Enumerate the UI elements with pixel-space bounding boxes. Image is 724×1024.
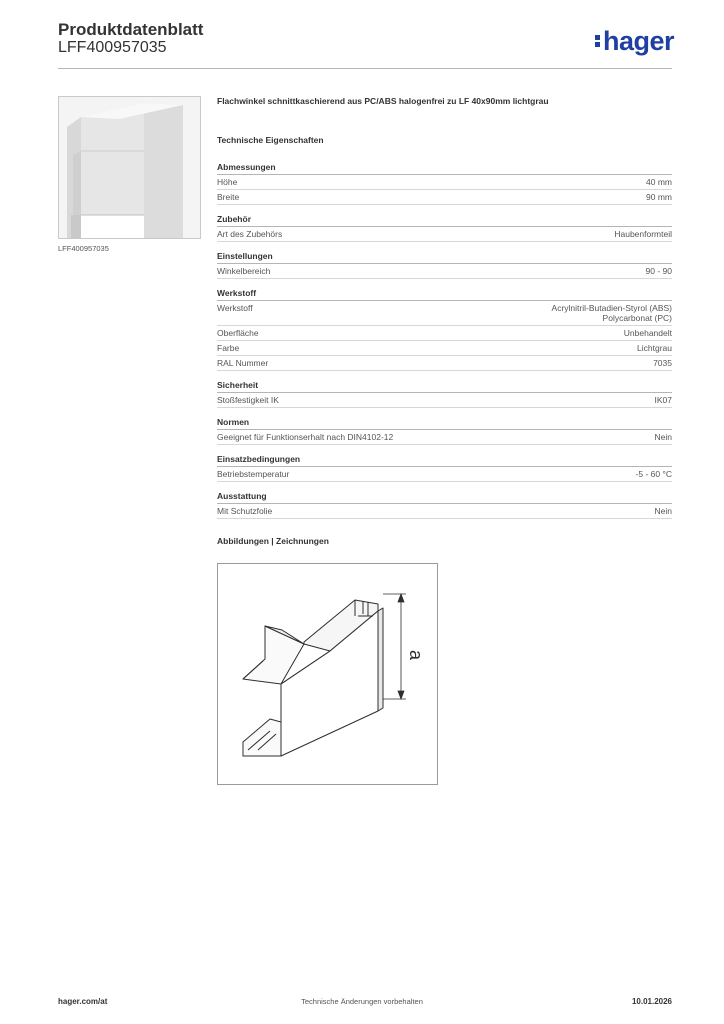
hager-logo	[595, 26, 674, 57]
spec-value: 90 mm	[646, 192, 672, 202]
section-werkstoff	[217, 288, 672, 371]
spec-label: RAL Nummer	[217, 358, 269, 368]
spec-row	[217, 326, 672, 341]
tech-heading: Technische Eigenschaften	[217, 135, 324, 145]
logo-dots-icon	[595, 32, 601, 48]
section-title: Sicherheit	[217, 380, 672, 393]
spec-value: Polycarbonat (PC)	[602, 313, 672, 323]
spec-value: Lichtgrau	[637, 343, 672, 353]
section-title: Einstellungen	[217, 251, 672, 264]
flat-angle-drawing-icon	[218, 564, 437, 784]
spec-value: -5 - 60 °C	[635, 469, 672, 479]
spec-row	[217, 430, 672, 445]
spec-row	[217, 467, 672, 482]
spec-value-multiline	[552, 303, 672, 323]
spec-label: Stoßfestigkeit IK	[217, 395, 279, 405]
section-normen	[217, 417, 672, 445]
spec-label: Breite	[217, 192, 240, 202]
spec-value: Nein	[654, 506, 672, 516]
spec-label: Höhe	[217, 177, 238, 187]
footer-notice: Technische Änderungen vorbehalten	[301, 997, 423, 1006]
spec-content	[217, 96, 672, 546]
spec-row	[217, 227, 672, 242]
logo-text: hager	[602, 26, 674, 56]
product-photo-icon	[59, 97, 200, 238]
spec-label: Oberfläche	[217, 328, 259, 338]
product-description: Flachwinkel schnittkaschierend aus PC/ABS halogenfrei zu LF 40x90mm lichtgrau	[217, 96, 549, 106]
section-title: Werkstoff	[217, 288, 672, 301]
section-sicherheit	[217, 380, 672, 408]
spec-row	[217, 356, 672, 371]
footer-website[interactable]: hager.com/at	[58, 997, 108, 1006]
section-abmessungen	[217, 162, 672, 205]
spec-value: Unbehandelt	[623, 328, 672, 338]
section-ausstattung	[217, 491, 672, 519]
spec-value: Haubenformteil	[614, 229, 672, 239]
dimension-label: a	[406, 650, 426, 661]
spec-label: Art des Zubehörs	[217, 229, 283, 239]
section-zubehoer	[217, 214, 672, 242]
spec-value: 90 - 90	[645, 266, 672, 276]
spec-row	[217, 341, 672, 356]
section-title: Abmessungen	[217, 162, 672, 175]
spec-value: 7035	[653, 358, 672, 368]
spec-row	[217, 190, 672, 205]
figures-heading: Abbildungen | Zeichnungen	[217, 536, 329, 546]
section-title: Normen	[217, 417, 672, 430]
section-einstellungen	[217, 251, 672, 279]
image-caption: LFF400957035	[58, 244, 109, 253]
spec-row	[217, 264, 672, 279]
section-title: Zubehör	[217, 214, 672, 227]
spec-row	[217, 175, 672, 190]
spec-label: Farbe	[217, 343, 240, 353]
spec-value: Acrylnitril-Butadien-Styrol (ABS)	[551, 303, 672, 313]
spec-value: IK07	[654, 395, 672, 405]
technical-drawing	[217, 563, 438, 785]
spec-label: Winkelbereich	[217, 266, 271, 276]
spec-row	[217, 393, 672, 408]
section-title: Einsatzbedingungen	[217, 454, 672, 467]
spec-label: Werkstoff	[217, 303, 253, 313]
spec-label: Mit Schutzfolie	[217, 506, 273, 516]
footer-date: 10.01.2026	[631, 997, 672, 1006]
spec-label: Geeignet für Funktionserhalt nach DIN4102-12	[217, 432, 394, 442]
product-image	[58, 96, 201, 239]
spec-label: Betriebstemperatur	[217, 469, 290, 479]
spec-row	[217, 301, 672, 326]
spec-value: 40 mm	[646, 177, 672, 187]
section-title: Ausstattung	[217, 491, 672, 504]
section-einsatzbedingungen	[217, 454, 672, 482]
article-number: LFF400957035	[58, 39, 167, 56]
header-divider	[58, 68, 672, 69]
spec-row	[217, 504, 672, 519]
page-title: Produktdatenblatt	[58, 20, 204, 39]
spec-value: Nein	[654, 432, 672, 442]
